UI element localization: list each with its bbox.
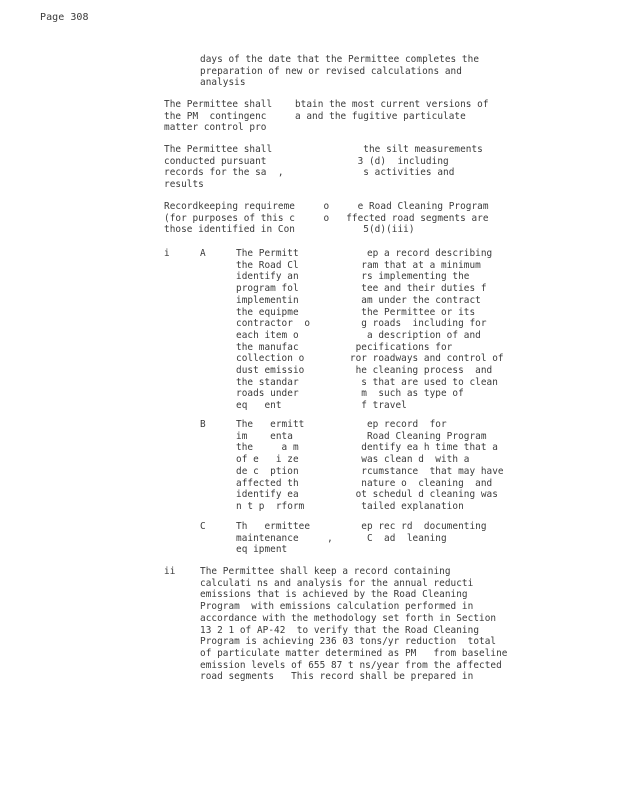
text-line: emissions that is achieved by the Road Cleaning [200, 589, 468, 601]
text-line: C [200, 521, 206, 532]
text-line: The Permitt ep a record describing [236, 248, 493, 259]
continuation-paragraph [200, 54, 479, 89]
item-b-text [236, 419, 504, 513]
text-line: the equipme the Permittee or its [236, 306, 476, 318]
text-line: Recordkeeping requireme o e Road Cleaning Program [164, 201, 489, 212]
text-line: The ermitt ep record for [236, 419, 447, 430]
item-a-text [236, 248, 504, 412]
text-line: identify an rs implementing the [236, 271, 470, 283]
text-line: of particulate matter determined as PM from baseline [200, 647, 508, 659]
item-c-marker [200, 521, 206, 533]
text-line: (for purposes of this c o ffected road segments are [164, 212, 489, 224]
text-line: preparation of new or revised calculations and [200, 65, 462, 77]
text-line: program fol tee and their duties f [236, 283, 487, 295]
item-a-marker [200, 248, 206, 260]
text-line: The Permittee shall btain the most current versions of [164, 99, 489, 110]
text-line: dust emissio he cleaning process and [236, 365, 493, 377]
text-line: results [164, 179, 204, 191]
text-line: affected th nature o cleaning and [236, 477, 493, 489]
text-line: days of the date that the Permittee completes the [200, 54, 480, 65]
text-line: calculati ns and analysis for the annual reducti [200, 577, 474, 589]
text-line: analysis [200, 77, 246, 89]
text-line: the PM contingenc a and the fugitive particulate [164, 110, 466, 122]
text-line: eq ipment [236, 544, 288, 556]
page-header: Page 308 [40, 12, 89, 23]
text-line: n t p rform tailed explanation [236, 500, 464, 512]
text-line: of e i ze was clean d with a [236, 454, 470, 466]
paragraph-silt-measurements [164, 144, 483, 191]
text-line: B [200, 419, 206, 430]
text-line: the a m dentify ea h time that a [236, 442, 498, 454]
text-line: contractor o g roads including for [236, 318, 487, 330]
paragraph-obtain-versions [164, 99, 489, 134]
text-line: i [164, 248, 170, 259]
item-c-text [236, 521, 487, 556]
text-line: the manufac pecifications for [236, 341, 453, 353]
text-line: maintenance , C ad leaning [236, 532, 447, 544]
paragraph-recordkeeping [164, 201, 489, 236]
item-i-marker [164, 248, 170, 260]
text-line: eq ent f travel [236, 400, 407, 412]
text-line: Program is achieving 236 03 tons/yr reduction total [200, 636, 497, 648]
text-line: ii [164, 566, 176, 577]
item-ii-text [200, 566, 508, 683]
text-line: emission levels of 655 87 t ns/year from the affected [200, 659, 502, 671]
text-line: The Permittee shall keep a record containing [200, 566, 451, 577]
text-line: A [200, 248, 206, 259]
text-line: de c ption rcumstance that may have [236, 465, 504, 477]
item-ii-marker [164, 566, 175, 578]
text-line: accordance with the methodology set forth in Section [200, 612, 497, 624]
text-line: matter control pro [164, 122, 267, 134]
text-line: records for the sa , s activities and [164, 167, 455, 179]
text-line: identify ea ot schedul d cleaning was [236, 489, 498, 501]
text-line: those identified in Con 5(d)(iii) [164, 224, 415, 236]
text-line: the standar s that are used to clean [236, 376, 498, 388]
text-line: 13 2 1 of AP-42 to verify that the Road Cleaning [200, 624, 480, 636]
text-line: road segments This record shall be prepared in [200, 671, 474, 683]
item-b-marker [200, 419, 206, 431]
text-line: The Permittee shall the silt measurements [164, 144, 483, 155]
text-line: Program with emissions calculation performed in [200, 601, 474, 613]
text-line: conducted pursuant 3 (d) including [164, 155, 449, 167]
text-line: im enta Road Cleaning Program [236, 430, 487, 442]
text-line: collection o ror roadways and control of [236, 353, 504, 365]
text-line: each item o a description of and [236, 329, 481, 341]
text-line: the Road Cl ram that at a minimum [236, 259, 481, 271]
text-line: roads under m such as type of [236, 388, 464, 400]
text-line: implementin am under the contract [236, 294, 481, 306]
text-line: Th ermittee ep rec rd documenting [236, 521, 487, 532]
